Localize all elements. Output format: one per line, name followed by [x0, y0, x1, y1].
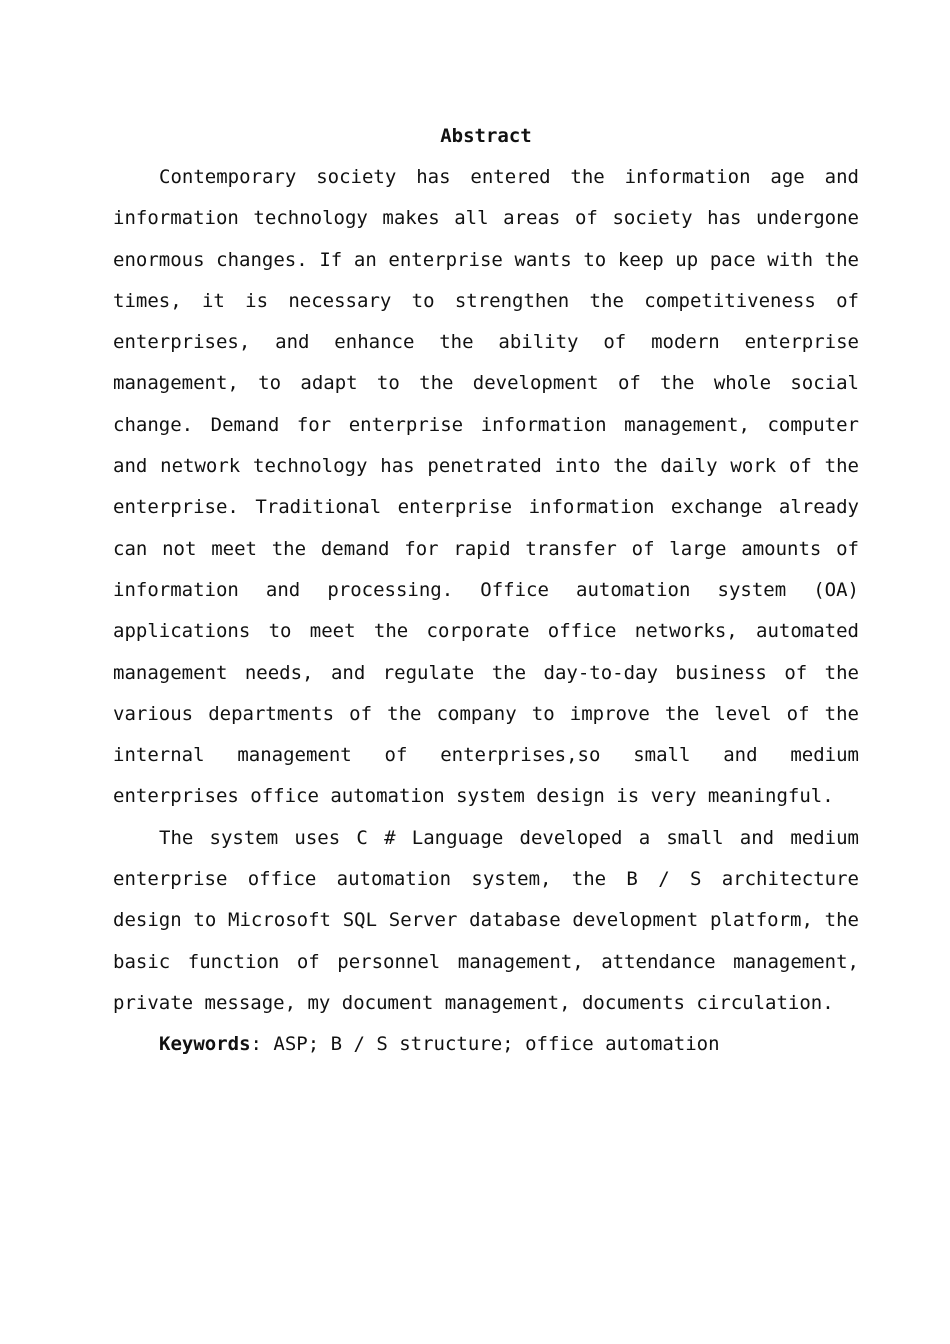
keywords-text: ASP; B / S structure; office automation	[273, 1033, 720, 1056]
keywords-separator: :	[250, 1033, 274, 1056]
abstract-page	[113, 118, 859, 1065]
keywords-line	[113, 1024, 859, 1065]
abstract-paragraph-1: Contemporary society has entered the information age and information technology makes all areas of society has undergone enormous changes. If an enterprise wants to keep up pace with the times, it is necessary to strengthen the competitiveness of enterprises, and enhance the ability of modern enterprise management, to adapt to the development of the whole social change. Demand for enterprise information management, computer and network technology has penetrated into the daily work of the enterprise. Traditional enterprise information exchange already can not meet the demand for rapid transfer of large amounts of information and processing. Office automation system (OA) applications to meet the corporate office networks, automated management needs, and regulate the day-to-day business of the various departments of the company to improve the level of the internal management of enterprises,so small and medium enterprises office automation system design is very meaningful.	[113, 166, 859, 808]
abstract-title: Abstract	[440, 125, 532, 147]
abstract-paragraph-2: The system uses C # Language developed a small and medium enterprise office automation system, the B / S architecture design to Microsoft SQL Server database development platform, the basic function of personnel management, attendance management, private message, my document management, documents circulation.	[113, 826, 859, 1014]
keywords-label: Keywords	[159, 1033, 251, 1056]
